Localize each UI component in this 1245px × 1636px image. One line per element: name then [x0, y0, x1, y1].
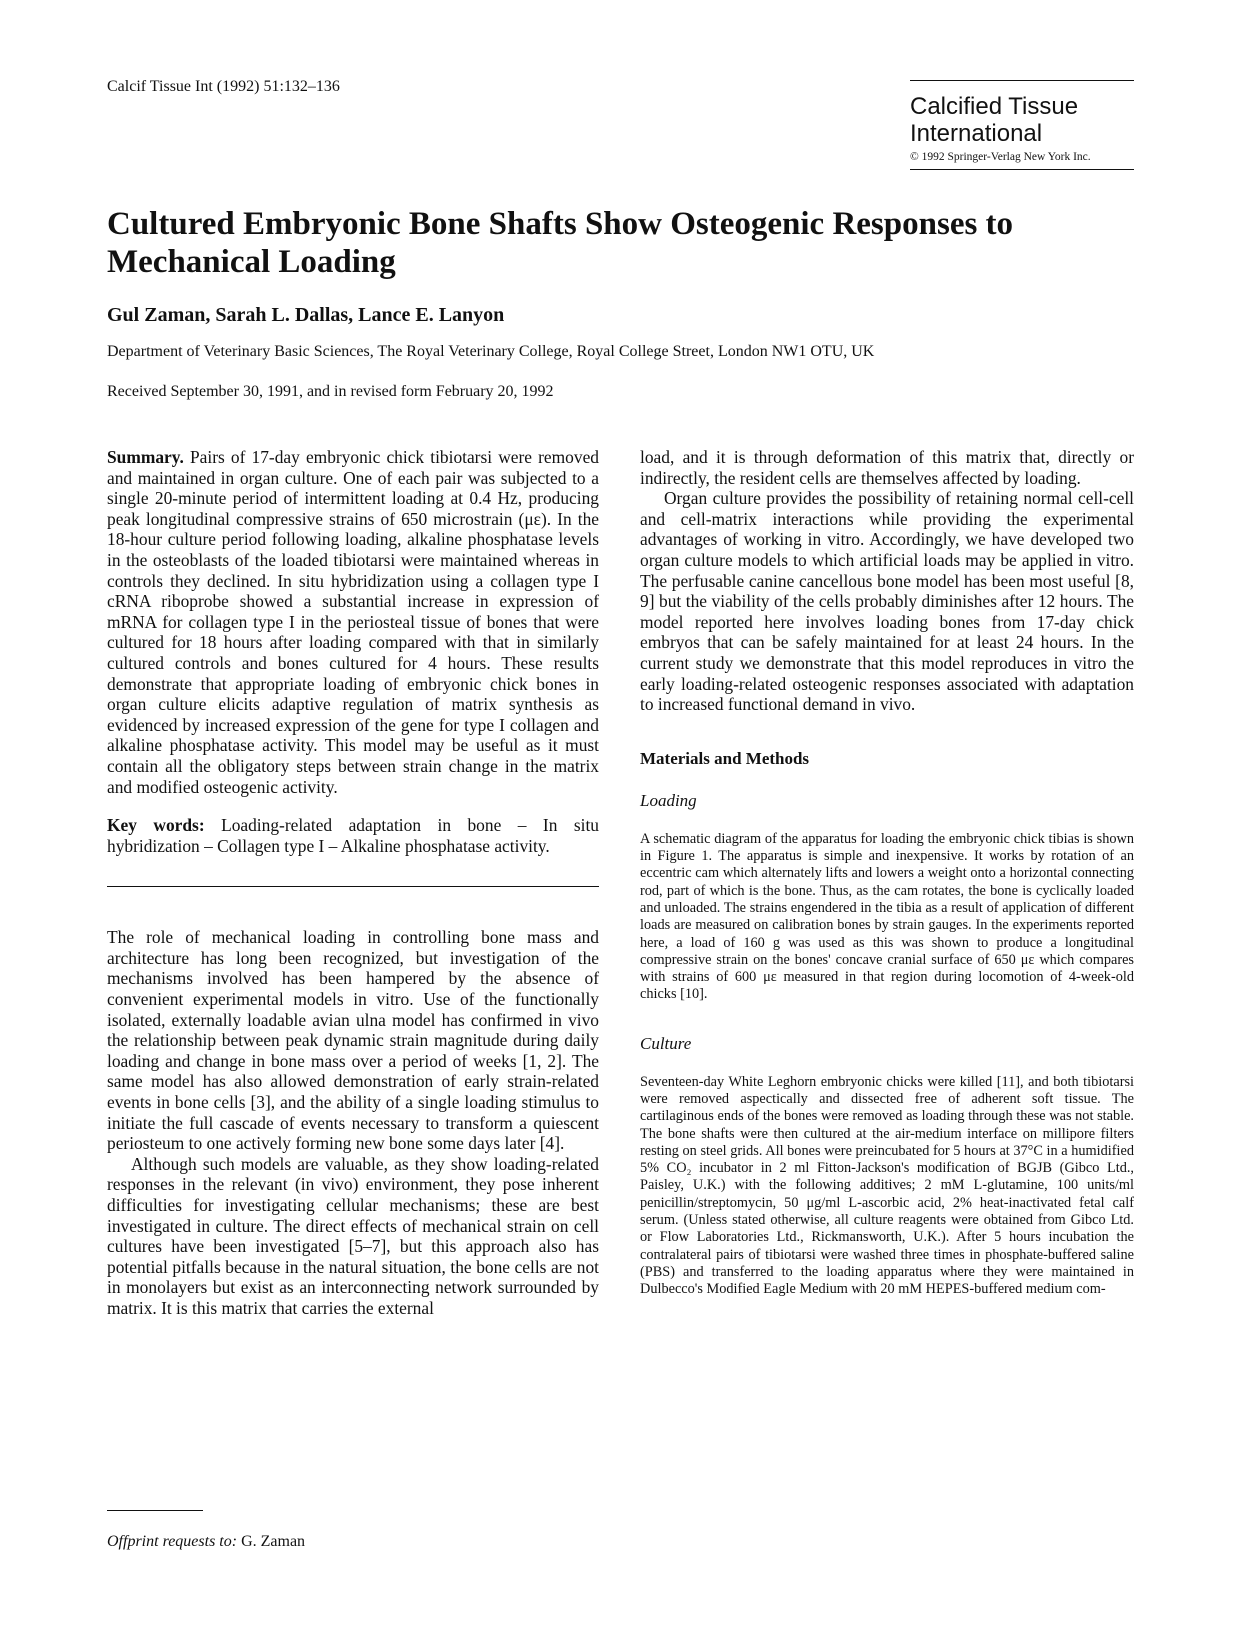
- summary-text: Pairs of 17-day embryonic chick tibiotarsi were removed and maintained in organ culture. One of each pair was subjected to a single 20-minute period of intermittent loading at 0.4 Hz, producing peak longitudinal compressive strains of 650 microstrain (με). In the 18-hour culture period following loading, alkaline phosphatase levels in the osteoblasts of the loaded tibiotarsi were maintained whereas in controls they declined. In situ hybridization using a collagen type I cRNA riboprobe showed a substantial increase in expression of mRNA for collagen type I in the periosteal tissue of bones that were cultured for 18 hours after loading compared with that in similarly cultured controls and bones cultured for 4 hours. These results demonstrate that appropriate loading of embryonic chick bones in organ culture elicits adaptive regulation of matrix synthesis as evidenced by increased expression of the gene for type I collagen and alkaline phosphatase activity. This model may be useful as it must contain all the obligatory steps between strain change in the matrix and modified osteogenic activity.: [107, 447, 599, 797]
- keywords-label: Key words:: [107, 815, 205, 836]
- right-column: [640, 447, 1134, 1299]
- abstract-divider: [107, 886, 599, 887]
- article-title: Cultured Embryonic Bone Shafts Show Osteogenic Responses to Mechanical Loading: [107, 206, 1014, 280]
- journal-citation: Calcif Tissue Int (1992) 51:132–136: [107, 78, 340, 95]
- summary-paragraph: [107, 447, 599, 797]
- offprint-label: Offprint requests to:: [107, 1533, 238, 1550]
- intro-paragraph-4: Organ culture provides the possibility of retaining normal cell-cell and cell-matrix interactions while providing the experimental advantages of working in vitro. Accordingly, we have developed two organ culture models to which artificial loads may be applied in vitro. The perfusable canine cancellous bone model has been most useful [8, 9] but the viability of the cells probably diminishes after 12 hours. The model reported here involves loading bones from 17-day chick embryos that can be safely maintained for at least 24 hours. In the current study we demonstrate that this model reproduces in vitro the early loading-related osteogenic responses associated with adaptation to increased functional demand in vivo.: [640, 488, 1134, 715]
- journal-name: [910, 93, 1134, 147]
- methods-heading: Materials and Methods: [640, 748, 810, 768]
- masthead-top-rule: [910, 80, 1134, 81]
- journal-name-line2: International: [910, 120, 1043, 147]
- intro-paragraph-1: The role of mechanical loading in controlling bone mass and architecture has long been recognized, but investigation of the mechanisms involved has been hampered by the absence of convenient experimental models in vitro. Use of the functionally isolated, externally loadable avian ulna model has confirmed in vivo the relationship between peak dynamic strain magnitude during daily loading and change in bone mass over a period of weeks [1, 2]. The same model has also allowed demonstration of early strain-related events in bone cells [3], and the ability of a single loading stimulus to initiate the full cascade of events necessary to transform a quiescent periosteum to one actively forming new bone some days later [4].: [107, 927, 599, 1154]
- loading-subheading: Loading: [640, 790, 697, 810]
- summary-label: Summary.: [107, 447, 184, 467]
- author-list: Gul Zaman, Sarah L. Dallas, Lance E. Lanyon: [107, 304, 505, 326]
- journal-masthead: [910, 80, 1134, 170]
- culture-subheading: Culture: [640, 1033, 692, 1053]
- keywords-text: Loading-related adaptation in bone – In situ hybridization – Collagen type I – Alkaline phosphatase activity.: [107, 815, 599, 856]
- keywords-paragraph: [107, 815, 599, 856]
- loading-text: A schematic diagram of the apparatus for loading the embryonic chick tibias is shown in Figure 1. The apparatus is simple and inexpensive. It works by rotation of an eccentric cam which alternately lifts and lowers a weight onto a horizontal connecting rod, part of which is the bone. Thus, as the cam rotates, the bone is cyclically loaded and unloaded. The strains engendered in the tibia as a result of application of different loads are measured on calibration bones by strain gauges. In the experiments reported here, a load of 160 g was used as this was shown to produce a longitudinal compressive strain on the bones' concave cranial surface of 650 με which compares with strains of 600 με measured in that region during locomotion of 4-week-old chicks [10].: [640, 830, 1134, 1003]
- intro-paragraph-2: Although such models are valuable, as they show loading-related responses in the relevant (in vivo) environment, they pose inherent difficulties for investigating cellular mechanisms; these are best investigated in culture. The direct effects of mechanical strain on cell cultures have been investigated [5–7], but this approach also has potential pitfalls because in the natural situation, the bone cells are not in monolayers but exist as an interconnecting network surrounded by matrix. It is this matrix that carries the external: [107, 1153, 599, 1318]
- footnote-rule: [107, 1510, 203, 1511]
- masthead-bottom-rule: [910, 169, 1134, 170]
- offprint-footnote: [107, 1533, 305, 1551]
- journal-name-line1: Calcified Tissue: [910, 93, 1079, 120]
- received-dates: Received September 30, 1991, and in revised form February 20, 1992: [107, 383, 554, 400]
- culture-text: Seventeen-day White Leghorn embryonic chicks were killed [11], and both tibiotarsi were removed aspectically and dissected free of adherent soft tissue. The cartilaginous ends of the bones were removed as loading through these was not stable. The bone shafts were then cultured at the air-medium interface on millipore filters resting on steel grids. All bones were preincubated for 5 hours at 37°C in a humidified 5% CO₂ incubator in 2 ml Fitton-Jackson's modification of BGJB (Gibco Ltd., Paisley, U.K.) with the following additives; 2 mM L-glutamine, 100 units/ml penicillin/streptomycin, 50 μg/ml L-ascorbic acid, 2% heat-inactivated fetal calf serum. (Unless stated otherwise, all culture reagents were obtained from Gibco Ltd. or Flow Laboratories Ltd., Rickmansworth, U.K.). After 5 hours incubation the contralateral pairs of tibiotarsi were washed three times in phosphate-buffered saline (PBS) and transferred to the loading apparatus where they were maintained in Dulbecco's Modified Eagle Medium with 20 mM HEPES-buffered medium com-: [640, 1073, 1134, 1298]
- intro-paragraph-3: load, and it is through deformation of this matrix that, directly or indirectly, the resident cells are themselves affected by loading.: [640, 447, 1134, 488]
- offprint-name: G. Zaman: [241, 1533, 306, 1550]
- affiliation: Department of Veterinary Basic Sciences, The Royal Veterinary College, Royal College Street, London NW1 OTU, UK: [107, 343, 875, 360]
- copyright-notice: © 1992 Springer-Verlag New York Inc.: [910, 151, 1091, 163]
- left-column: [107, 447, 599, 1319]
